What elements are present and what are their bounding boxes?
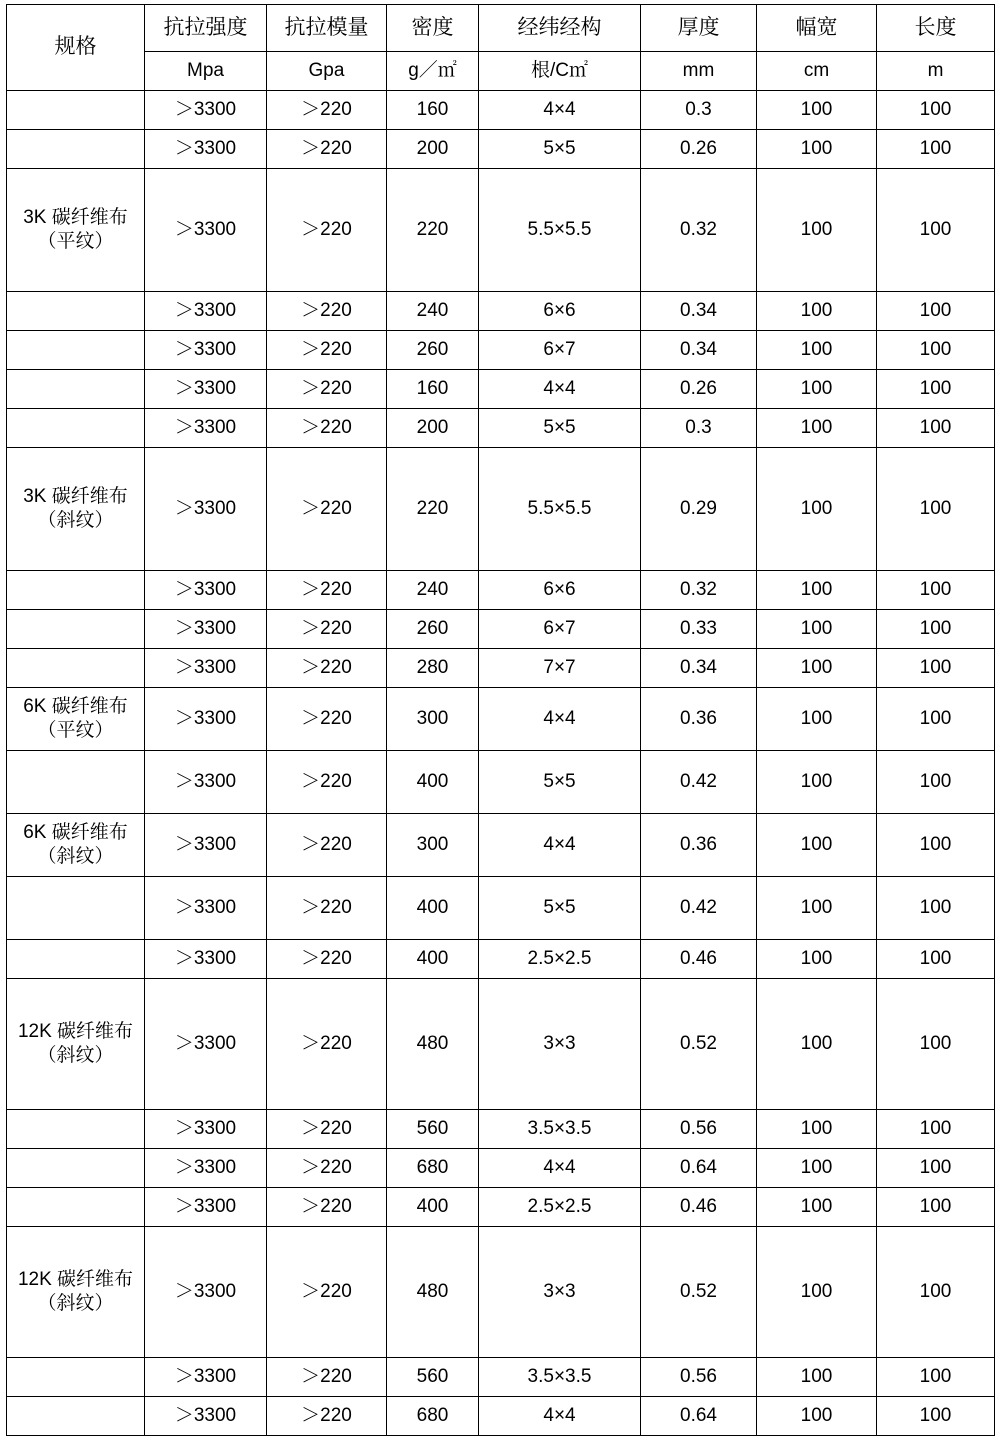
cell-spec-name: 3K 碳纤维布（斜纹）: [7, 448, 145, 571]
cell-fabric-width: 100: [757, 91, 877, 130]
cell-tensile-strength: ＞3300: [145, 1110, 267, 1149]
cell-spec-name: 6K 碳纤维布（斜纹）: [7, 814, 145, 877]
table-row: [7, 571, 995, 610]
cell-spec-name: [7, 1358, 145, 1397]
cell-fabric-length: 100: [877, 292, 995, 331]
cell-thickness: 0.33: [641, 610, 757, 649]
cell-fabric-width: 100: [757, 370, 877, 409]
cell-tensile-modulus: ＞220: [267, 409, 387, 448]
cell-fabric-length: 100: [877, 751, 995, 814]
cell-fabric-length: 100: [877, 409, 995, 448]
cell-density: 260: [387, 610, 479, 649]
cell-tensile-modulus: ＞220: [267, 91, 387, 130]
column-header-tensile-modulus: 抗拉模量: [267, 5, 387, 52]
cell-fabric-width: 100: [757, 1358, 877, 1397]
cell-fabric-length: 100: [877, 1227, 995, 1358]
cell-tensile-modulus: ＞220: [267, 1149, 387, 1188]
cell-density: 400: [387, 940, 479, 979]
cell-fabric-length: 100: [877, 571, 995, 610]
cell-tensile-modulus: ＞220: [267, 1188, 387, 1227]
cell-weave-count: 7×7: [479, 649, 641, 688]
cell-tensile-strength: ＞3300: [145, 877, 267, 940]
cell-tensile-strength: ＞3300: [145, 979, 267, 1110]
cell-weave-count: 3.5×3.5: [479, 1358, 641, 1397]
cell-weave-count: 5×5: [479, 130, 641, 169]
table-row: [7, 940, 995, 979]
cell-thickness: 0.56: [641, 1358, 757, 1397]
cell-density: 220: [387, 169, 479, 292]
cell-fabric-width: 100: [757, 1110, 877, 1149]
cell-density: 480: [387, 1227, 479, 1358]
cell-fabric-length: 100: [877, 940, 995, 979]
cell-tensile-modulus: ＞220: [267, 814, 387, 877]
cell-tensile-strength: ＞3300: [145, 409, 267, 448]
cell-density: 400: [387, 1188, 479, 1227]
cell-spec-name: [7, 1110, 145, 1149]
cell-fabric-width: 100: [757, 130, 877, 169]
cell-fabric-length: 100: [877, 877, 995, 940]
cell-weave-count: 3×3: [479, 979, 641, 1110]
cell-weave-count: 4×4: [479, 688, 641, 751]
cell-spec-name: 3K 碳纤维布（平纹）: [7, 169, 145, 292]
table-row: [7, 448, 995, 571]
cell-tensile-strength: ＞3300: [145, 1188, 267, 1227]
cell-thickness: 0.26: [641, 370, 757, 409]
cell-fabric-length: 100: [877, 688, 995, 751]
cell-weave-count: 6×6: [479, 292, 641, 331]
cell-thickness: 0.34: [641, 292, 757, 331]
cell-tensile-modulus: ＞220: [267, 169, 387, 292]
cell-fabric-width: 100: [757, 649, 877, 688]
table-row: [7, 1110, 995, 1149]
table-row: [7, 91, 995, 130]
table-row: [7, 370, 995, 409]
cell-tensile-strength: ＞3300: [145, 1227, 267, 1358]
table-row: [7, 409, 995, 448]
cell-spec-name: [7, 370, 145, 409]
cell-weave-count: 5.5×5.5: [479, 169, 641, 292]
cell-fabric-width: 100: [757, 940, 877, 979]
cell-tensile-strength: ＞3300: [145, 1397, 267, 1436]
cell-fabric-width: 100: [757, 448, 877, 571]
cell-tensile-strength: ＞3300: [145, 292, 267, 331]
cell-tensile-strength: ＞3300: [145, 130, 267, 169]
cell-tensile-strength: ＞3300: [145, 1149, 267, 1188]
cell-tensile-modulus: ＞220: [267, 649, 387, 688]
cell-tensile-strength: ＞3300: [145, 331, 267, 370]
cell-density: 300: [387, 688, 479, 751]
cell-thickness: 0.26: [641, 130, 757, 169]
cell-fabric-width: 100: [757, 688, 877, 751]
cell-thickness: 0.46: [641, 1188, 757, 1227]
cell-tensile-strength: ＞3300: [145, 649, 267, 688]
table-body: [7, 91, 995, 1436]
table-row: [7, 331, 995, 370]
column-unit-density: g／㎡: [387, 52, 479, 91]
cell-density: 240: [387, 292, 479, 331]
cell-density: 480: [387, 979, 479, 1110]
cell-fabric-length: 100: [877, 1149, 995, 1188]
cell-tensile-modulus: ＞220: [267, 448, 387, 571]
table-row: [7, 688, 995, 751]
cell-fabric-width: 100: [757, 292, 877, 331]
cell-spec-name: [7, 571, 145, 610]
cell-fabric-width: 100: [757, 1149, 877, 1188]
cell-tensile-modulus: ＞220: [267, 1397, 387, 1436]
cell-fabric-width: 100: [757, 751, 877, 814]
cell-tensile-strength: ＞3300: [145, 448, 267, 571]
cell-thickness: 0.32: [641, 571, 757, 610]
cell-density: 200: [387, 130, 479, 169]
cell-tensile-strength: ＞3300: [145, 571, 267, 610]
cell-fabric-length: 100: [877, 130, 995, 169]
cell-density: 220: [387, 448, 479, 571]
cell-density: 260: [387, 331, 479, 370]
cell-tensile-modulus: ＞220: [267, 979, 387, 1110]
table-row: [7, 130, 995, 169]
cell-spec-name: 6K 碳纤维布（平纹）: [7, 688, 145, 751]
cell-thickness: 0.42: [641, 751, 757, 814]
cell-fabric-length: 100: [877, 814, 995, 877]
cell-tensile-modulus: ＞220: [267, 751, 387, 814]
cell-spec-name: [7, 409, 145, 448]
cell-thickness: 0.29: [641, 448, 757, 571]
cell-thickness: 0.36: [641, 688, 757, 751]
cell-fabric-length: 100: [877, 979, 995, 1110]
cell-weave-count: 4×4: [479, 1397, 641, 1436]
cell-tensile-strength: ＞3300: [145, 169, 267, 292]
cell-density: 560: [387, 1358, 479, 1397]
cell-thickness: 0.64: [641, 1397, 757, 1436]
cell-spec-name: [7, 1188, 145, 1227]
cell-fabric-length: 100: [877, 91, 995, 130]
cell-fabric-width: 100: [757, 571, 877, 610]
cell-thickness: 0.32: [641, 169, 757, 292]
cell-tensile-modulus: ＞220: [267, 370, 387, 409]
column-header-thickness: 厚度: [641, 5, 757, 52]
cell-spec-name: 12K 碳纤维布（斜纹）: [7, 979, 145, 1110]
cell-thickness: 0.3: [641, 409, 757, 448]
table-row: [7, 1358, 995, 1397]
cell-fabric-length: 100: [877, 1188, 995, 1227]
table-row: [7, 751, 995, 814]
cell-spec-name: [7, 1149, 145, 1188]
cell-spec-name: [7, 331, 145, 370]
cell-weave-count: 4×4: [479, 91, 641, 130]
column-unit-tensile-strength: Mpa: [145, 52, 267, 91]
cell-weave-count: 5.5×5.5: [479, 448, 641, 571]
cell-tensile-strength: ＞3300: [145, 370, 267, 409]
specification-table: [6, 4, 995, 1436]
cell-fabric-length: 100: [877, 610, 995, 649]
cell-tensile-modulus: ＞220: [267, 331, 387, 370]
cell-spec-name: [7, 91, 145, 130]
cell-spec-name: [7, 1397, 145, 1436]
cell-tensile-strength: ＞3300: [145, 751, 267, 814]
cell-density: 240: [387, 571, 479, 610]
cell-density: 680: [387, 1397, 479, 1436]
cell-thickness: 0.56: [641, 1110, 757, 1149]
column-unit-thickness: mm: [641, 52, 757, 91]
cell-fabric-width: 100: [757, 610, 877, 649]
cell-tensile-modulus: ＞220: [267, 292, 387, 331]
cell-weave-count: 6×6: [479, 571, 641, 610]
column-header-weave: 经纬经构: [479, 5, 641, 52]
cell-tensile-strength: ＞3300: [145, 1358, 267, 1397]
column-unit-width: cm: [757, 52, 877, 91]
cell-tensile-strength: ＞3300: [145, 610, 267, 649]
cell-fabric-length: 100: [877, 649, 995, 688]
cell-weave-count: 5×5: [479, 409, 641, 448]
cell-density: 680: [387, 1149, 479, 1188]
cell-fabric-length: 100: [877, 448, 995, 571]
cell-tensile-modulus: ＞220: [267, 571, 387, 610]
cell-tensile-modulus: ＞220: [267, 1227, 387, 1358]
table-row: [7, 1397, 995, 1436]
column-header-width: 幅宽: [757, 5, 877, 52]
cell-weave-count: 6×7: [479, 331, 641, 370]
table-row: [7, 292, 995, 331]
table-header: [7, 5, 995, 91]
cell-thickness: 0.52: [641, 1227, 757, 1358]
cell-fabric-width: 100: [757, 877, 877, 940]
cell-spec-name: [7, 940, 145, 979]
column-unit-length: m: [877, 52, 995, 91]
cell-fabric-width: 100: [757, 169, 877, 292]
cell-fabric-length: 100: [877, 370, 995, 409]
table-row: [7, 649, 995, 688]
column-header-length: 长度: [877, 5, 995, 52]
cell-spec-name: [7, 292, 145, 331]
cell-tensile-strength: ＞3300: [145, 940, 267, 979]
cell-thickness: 0.36: [641, 814, 757, 877]
cell-density: 160: [387, 91, 479, 130]
table-row: [7, 1227, 995, 1358]
cell-weave-count: 3×3: [479, 1227, 641, 1358]
cell-density: 400: [387, 751, 479, 814]
column-header-tensile-strength: 抗拉强度: [145, 5, 267, 52]
table-row: [7, 979, 995, 1110]
cell-fabric-width: 100: [757, 1227, 877, 1358]
cell-weave-count: 3.5×3.5: [479, 1110, 641, 1149]
cell-tensile-modulus: ＞220: [267, 877, 387, 940]
cell-weave-count: 4×4: [479, 370, 641, 409]
cell-spec-name: 12K 碳纤维布（斜纹）: [7, 1227, 145, 1358]
table-row: [7, 877, 995, 940]
cell-density: 160: [387, 370, 479, 409]
cell-tensile-strength: ＞3300: [145, 91, 267, 130]
cell-fabric-width: 100: [757, 409, 877, 448]
cell-spec-name: [7, 130, 145, 169]
cell-density: 300: [387, 814, 479, 877]
cell-tensile-strength: ＞3300: [145, 814, 267, 877]
cell-weave-count: 2.5×2.5: [479, 940, 641, 979]
cell-thickness: 0.52: [641, 979, 757, 1110]
cell-fabric-width: 100: [757, 979, 877, 1110]
table-row: [7, 1188, 995, 1227]
column-header-density: 密度: [387, 5, 479, 52]
table-row: [7, 1149, 995, 1188]
cell-thickness: 0.34: [641, 331, 757, 370]
table-row: [7, 610, 995, 649]
cell-thickness: 0.3: [641, 91, 757, 130]
table-row: [7, 169, 995, 292]
cell-spec-name: [7, 751, 145, 814]
cell-density: 200: [387, 409, 479, 448]
cell-thickness: 0.64: [641, 1149, 757, 1188]
cell-weave-count: 5×5: [479, 877, 641, 940]
cell-fabric-width: 100: [757, 814, 877, 877]
column-unit-tensile-modulus: Gpa: [267, 52, 387, 91]
cell-fabric-length: 100: [877, 1397, 995, 1436]
cell-density: 280: [387, 649, 479, 688]
cell-tensile-modulus: ＞220: [267, 940, 387, 979]
cell-thickness: 0.46: [641, 940, 757, 979]
cell-fabric-width: 100: [757, 1188, 877, 1227]
cell-weave-count: 2.5×2.5: [479, 1188, 641, 1227]
cell-tensile-modulus: ＞220: [267, 610, 387, 649]
cell-weave-count: 5×5: [479, 751, 641, 814]
cell-tensile-modulus: ＞220: [267, 688, 387, 751]
table-row: [7, 814, 995, 877]
cell-thickness: 0.42: [641, 877, 757, 940]
cell-density: 560: [387, 1110, 479, 1149]
cell-density: 400: [387, 877, 479, 940]
column-unit-weave: 根/C㎡: [479, 52, 641, 91]
cell-spec-name: [7, 649, 145, 688]
cell-tensile-modulus: ＞220: [267, 1358, 387, 1397]
cell-tensile-strength: ＞3300: [145, 688, 267, 751]
cell-weave-count: 6×7: [479, 610, 641, 649]
cell-fabric-length: 100: [877, 1358, 995, 1397]
cell-fabric-length: 100: [877, 1110, 995, 1149]
cell-thickness: 0.34: [641, 649, 757, 688]
cell-weave-count: 4×4: [479, 814, 641, 877]
cell-weave-count: 4×4: [479, 1149, 641, 1188]
cell-fabric-length: 100: [877, 331, 995, 370]
header-row-title: [7, 5, 995, 52]
cell-fabric-width: 100: [757, 331, 877, 370]
header-row-unit: [7, 52, 995, 91]
cell-tensile-modulus: ＞220: [267, 130, 387, 169]
cell-tensile-modulus: ＞220: [267, 1110, 387, 1149]
cell-fabric-width: 100: [757, 1397, 877, 1436]
cell-spec-name: [7, 877, 145, 940]
cell-fabric-length: 100: [877, 169, 995, 292]
column-header-spec: 规格: [7, 5, 145, 91]
cell-spec-name: [7, 610, 145, 649]
